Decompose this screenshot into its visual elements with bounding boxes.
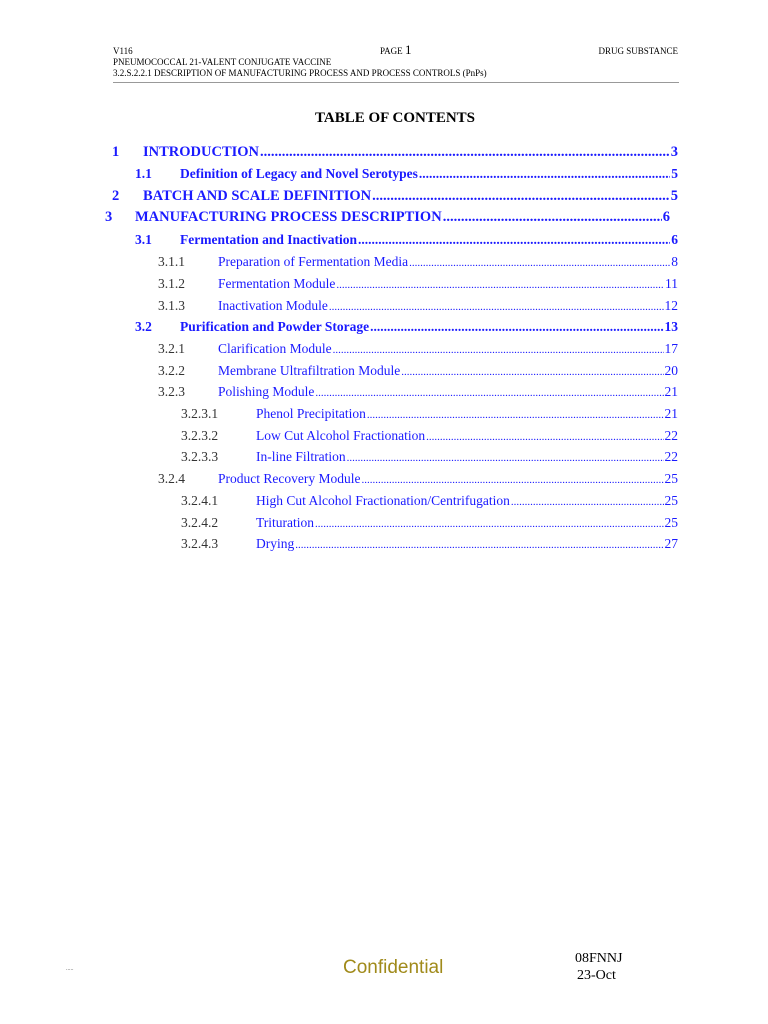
toc-entry-page: 5 xyxy=(670,188,678,204)
toc-leader-dots xyxy=(347,452,664,464)
toc-entry[interactable] xyxy=(135,319,678,335)
toc-entry-title: Definition of Legacy and Novel Serotypes xyxy=(180,166,418,181)
toc-entry-number: 3.2.3.2 xyxy=(181,428,219,443)
toc-leader-dots xyxy=(295,539,663,551)
toc-leader-dots xyxy=(315,518,663,530)
toc-entry-number: 3 xyxy=(105,209,113,225)
toc-entry-number: 3.2 xyxy=(135,319,152,334)
toc-entry-number: 3.2.2 xyxy=(158,363,185,378)
toc-leader-dots xyxy=(358,232,670,248)
toc-entry-page: 6 xyxy=(662,209,670,225)
toc-entry-page: 25 xyxy=(664,471,678,486)
header-divider xyxy=(113,82,679,83)
toc-leader-dots xyxy=(443,209,662,226)
toc-entry-title: In-line Filtration xyxy=(256,449,346,464)
toc-entry-title: Purification and Powder Storage xyxy=(180,319,370,334)
toc-entry-page: 27 xyxy=(664,536,678,551)
toc-entry-number: 2 xyxy=(112,188,120,204)
toc-entry-title: Low Cut Alcohol Fractionation xyxy=(256,428,426,443)
toc-entry-page: 20 xyxy=(664,363,678,378)
header-section: DRUG SUBSTANCE xyxy=(598,46,678,56)
toc-entry-page: 25 xyxy=(664,515,678,530)
toc-entry-title: Fermentation and Inactivation xyxy=(180,232,357,247)
toc-entry-number: 3.2.4.3 xyxy=(181,536,219,551)
toc-entry-number: 3.2.4 xyxy=(158,471,185,486)
toc-entry-number: 3.2.1 xyxy=(158,341,185,356)
toc-entry-title: Phenol Precipitation xyxy=(256,406,366,421)
header-page-label: PAGE xyxy=(380,46,403,56)
toc-entry-number: 3.2.4.2 xyxy=(181,515,219,530)
toc-entry[interactable] xyxy=(181,449,678,465)
toc-entry-number: 3.2.3 xyxy=(158,384,185,399)
toc-entry-number: 1.1 xyxy=(135,166,152,181)
toc-leader-dots xyxy=(336,279,664,291)
toc-entry-page: 3 xyxy=(670,144,678,160)
toc-entry[interactable] xyxy=(181,428,678,444)
toc-entry[interactable] xyxy=(158,298,678,314)
toc-entry[interactable] xyxy=(158,384,678,400)
toc-entry-page: 21 xyxy=(664,406,678,421)
toc-leader-dots xyxy=(409,257,670,269)
toc-entry-title: Product Recovery Module xyxy=(218,471,361,486)
toc-leader-dots xyxy=(333,344,664,356)
toc-entry[interactable] xyxy=(181,536,678,552)
toc-entry-page: 22 xyxy=(664,449,678,464)
toc-entry[interactable] xyxy=(135,232,678,248)
toc-entry[interactable] xyxy=(158,341,678,357)
confidential-label: Confidential xyxy=(343,957,444,978)
toc-entry-page: 11 xyxy=(665,276,678,291)
toc-entry-page: 12 xyxy=(664,298,678,313)
toc-leader-dots xyxy=(370,319,663,335)
footer-left-mark: ..... xyxy=(66,966,74,972)
toc-entry[interactable] xyxy=(105,209,670,226)
toc-entry-number: 3.2.3.3 xyxy=(181,449,219,464)
toc-entry-page: 13 xyxy=(664,319,678,334)
toc-leader-dots xyxy=(511,496,664,508)
toc-entry[interactable] xyxy=(158,363,678,379)
toc-entry[interactable] xyxy=(181,406,678,422)
header-code: V116 xyxy=(113,46,133,56)
toc-entry-page: 6 xyxy=(671,232,678,247)
toc-entry-title: Trituration xyxy=(256,515,315,530)
toc-title: TABLE OF CONTENTS xyxy=(314,110,476,126)
toc-entry-number: 3.1.1 xyxy=(158,254,185,269)
toc-entry-number: 3.1.3 xyxy=(158,298,185,313)
toc-entry-title: Preparation of Fermentation Media xyxy=(218,254,409,269)
toc-leader-dots xyxy=(401,366,663,378)
toc-entry-title: INTRODUCTION xyxy=(143,144,260,160)
toc-leader-dots xyxy=(260,144,670,161)
toc-entry[interactable] xyxy=(158,471,678,487)
toc-entry-page: 25 xyxy=(664,493,678,508)
toc-leader-dots xyxy=(361,474,663,486)
toc-leader-dots xyxy=(372,188,670,205)
header-page xyxy=(380,44,411,57)
toc-entry[interactable] xyxy=(112,188,678,205)
toc-entry-title: MANUFACTURING PROCESS DESCRIPTION xyxy=(135,209,442,225)
toc-entry[interactable] xyxy=(112,144,678,161)
toc-entry-page: 17 xyxy=(664,341,678,356)
toc-entry-number: 3.2.3.1 xyxy=(181,406,219,421)
toc-entry-page: 22 xyxy=(664,428,678,443)
toc-entry[interactable] xyxy=(181,493,678,509)
toc-entry-title: Drying xyxy=(256,536,295,551)
footer-code: 08FNNJ xyxy=(575,951,623,966)
toc-entry-number: 3.1.2 xyxy=(158,276,185,291)
toc-entry-title: Polishing Module xyxy=(218,384,315,399)
toc-leader-dots xyxy=(367,409,664,421)
toc-entry[interactable] xyxy=(158,254,678,270)
toc-leader-dots xyxy=(419,166,670,182)
toc-leader-dots xyxy=(315,387,663,399)
toc-entry-title: BATCH AND SCALE DEFINITION xyxy=(143,188,372,204)
toc-leader-dots xyxy=(426,431,663,443)
toc-entry[interactable] xyxy=(158,276,678,292)
footer-date: 23-Oct xyxy=(577,968,616,979)
toc-entry-title: High Cut Alcohol Fractionation/Centrifugation xyxy=(256,493,510,508)
toc-entry-title: Membrane Ultrafiltration Module xyxy=(218,363,401,378)
toc-entry-page: 21 xyxy=(664,384,678,399)
toc-entry-number: 3.2.4.1 xyxy=(181,493,219,508)
header-product: PNEUMOCOCCAL 21-VALENT CONJUGATE VACCINE xyxy=(113,57,332,67)
toc-entry-title: Inactivation Module xyxy=(218,298,328,313)
toc-entry-number: 1 xyxy=(112,144,120,160)
toc-entry-title: Clarification Module xyxy=(218,341,332,356)
toc-entry-page: 8 xyxy=(671,254,678,269)
toc-entry-title: Fermentation Module xyxy=(218,276,336,291)
toc-entry[interactable] xyxy=(135,166,678,182)
toc-entry-page: 5 xyxy=(671,166,678,181)
header-description: 3.2.S.2.2.1 DESCRIPTION OF MANUFACTURING PROCESS AND PROCESS CONTROLS (PnPs) xyxy=(113,68,487,78)
toc-leader-dots xyxy=(329,301,664,313)
toc-entry[interactable] xyxy=(181,515,678,531)
toc-entry-number: 3.1 xyxy=(135,232,152,247)
header-page-number: 1 xyxy=(404,42,412,57)
